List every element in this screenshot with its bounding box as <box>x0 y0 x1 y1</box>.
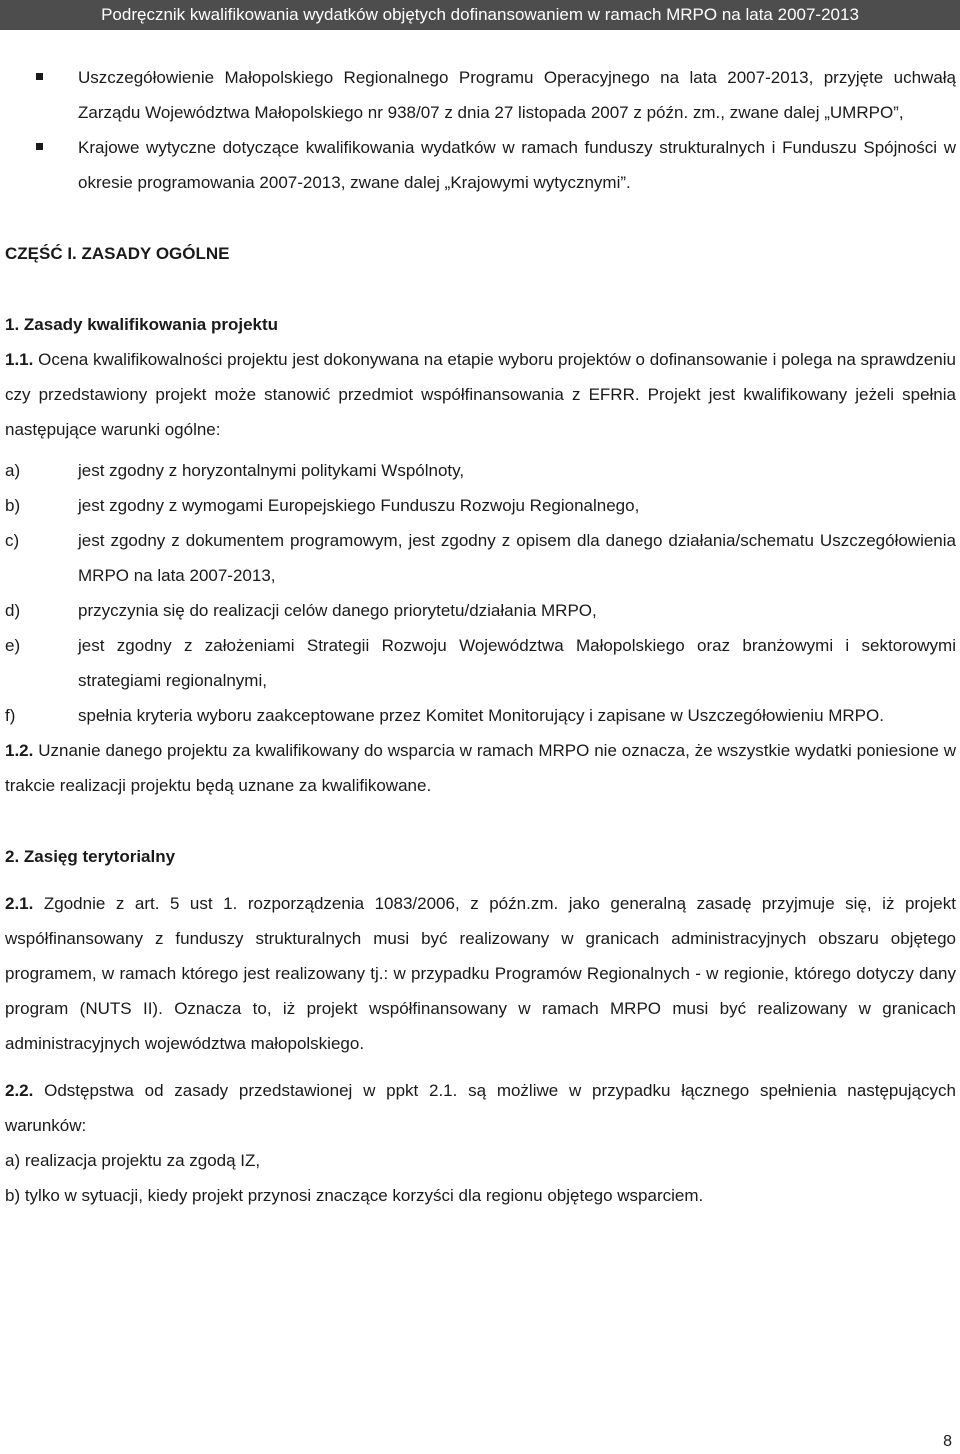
conditions-list <box>5 453 956 733</box>
paragraph-text: Zgodnie z art. 5 ust 1. rozporządzenia 1083/2006, z późn.zm. jako generalną zasadę przyjmuje się, iż projekt współfinansowany z funduszy strukturalnych musi być realizowany w granicach administracyjnych obszaru objętego programem, w ramach którego jest realizowany tj.: w przypadku Programów Regionalnych - w regionie, którego dotyczy dany program (NUTS II). Oznacza to, iż projekt współfinansowany w ramach MRPO musi być realizowany w granicach administracyjnych województwa małopolskiego. <box>5 894 956 1053</box>
paragraph-text: Ocena kwalifikowalności projektu jest dokonywana na etapie wyboru projektów o dofinansowanie i polega na sprawdzeniu czy przedstawiony projekt może stanowić przedmiot współfinansowania z EFRR. Projekt jest kwalifikowany jeżeli spełnia następujące warunki ogólne: <box>5 350 956 439</box>
paragraph-2-1 <box>5 886 956 1061</box>
bullet-item-krajowe-wytyczne <box>5 130 956 200</box>
page-number: 8 <box>943 1433 952 1450</box>
condition-letter: e) <box>5 636 21 655</box>
list-item: a) realizacja projektu za zgodą IZ, <box>5 1151 261 1170</box>
paragraph-number: 1.2. <box>5 741 34 760</box>
bullet-text: Uszczegółowienie Małopolskiego Regionalnego Programu Operacyjnego na lata 2007-2013, przyjęte uchwałą Zarządu Województwa Małopolskiego nr 938/07 z dnia 27 listopada 2007 z późn. zm., zwane dalej „UMRPO”, <box>78 68 956 122</box>
condition-letter: f) <box>5 706 16 725</box>
paragraph-2-2 <box>5 1073 956 1143</box>
document-body <box>5 60 956 1213</box>
condition-item <box>5 523 956 593</box>
bullet-text: Krajowe wytyczne dotyczące kwalifikowania wydatków w ramach funduszy strukturalnych i Funduszu Spójności w okresie programowania 2007-2013, zwane dalej „Krajowymi wytycznymi”. <box>78 138 956 192</box>
square-bullet-icon <box>36 143 43 150</box>
condition-letter: b) <box>5 496 21 515</box>
paragraph-1-1 <box>5 342 956 447</box>
bullet-item-umrpo <box>5 60 956 130</box>
condition-item <box>5 453 956 488</box>
condition-item <box>5 488 956 523</box>
condition-letter: d) <box>5 601 21 620</box>
paragraph-number: 1.1. <box>5 350 34 369</box>
paragraph-text: Uznanie danego projektu za kwalifikowany do wsparcia w ramach MRPO nie oznacza, że wszystkie wydatki poniesione w trakcie realizacji projektu będą uznane za kwalifikowane. <box>5 741 956 795</box>
condition-text: jest zgodny z wymogami Europejskiego Funduszu Rozwoju Regionalnego, <box>78 496 640 515</box>
condition-letter: c) <box>5 531 20 550</box>
section-heading-1: 1. Zasady kwalifikowania projektu <box>5 315 279 334</box>
condition-text: jest zgodny z horyzontalnymi politykami Wspólnoty, <box>78 461 465 480</box>
condition-text: spełnia kryteria wyboru zaakceptowane przez Komitet Monitorujący i zapisane w Uszczegółowieniu MRPO. <box>78 706 884 725</box>
paragraph-number: 2.2. <box>5 1081 34 1100</box>
part-heading: CZĘŚĆ I. ZASADY OGÓLNE <box>5 244 230 263</box>
paragraph-text: Odstępstwa od zasady przedstawionej w ppkt 2.1. są możliwe w przypadku łącznego spełnienia następujących warunków: <box>5 1081 956 1135</box>
condition-item <box>5 593 956 628</box>
condition-text: przyczynia się do realizacji celów danego priorytetu/działania MRPO, <box>78 601 597 620</box>
condition-item <box>5 628 956 698</box>
running-header <box>0 0 960 30</box>
paragraph-number: 2.1. <box>5 894 34 913</box>
paragraph-1-2 <box>5 733 956 803</box>
condition-text: jest zgodny z dokumentem programowym, jest zgodny z opisem dla danego działania/schematu Uszczegółowienia MRPO na lata 2007-2013, <box>78 531 956 585</box>
section-heading-2: 2. Zasięg terytorialny <box>5 847 176 866</box>
condition-text: jest zgodny z założeniami Strategii Rozwoju Województwa Małopolskiego oraz branżowymi i sektorowymi strategiami regionalnymi, <box>78 636 956 690</box>
list-item: b) tylko w sytuacji, kiedy projekt przynosi znaczące korzyści dla regionu objętego wsparciem. <box>5 1186 704 1205</box>
square-bullet-icon <box>36 73 43 80</box>
condition-letter: a) <box>5 461 21 480</box>
running-header-title: Podręcznik kwalifikowania wydatków objętych dofinansowaniem w ramach MRPO na lata 2007-2013 <box>101 5 859 24</box>
condition-item <box>5 698 956 733</box>
